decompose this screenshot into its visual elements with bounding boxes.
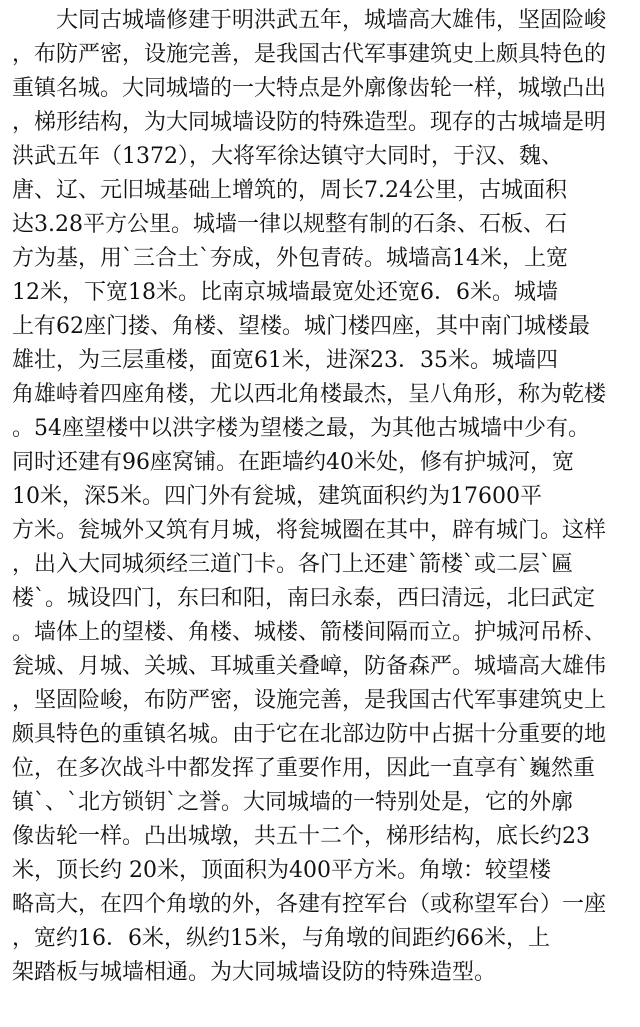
text-line: 雄壮，为三层重楼，面宽61米，进深23．35米。城墙四 — [12, 348, 558, 373]
text-line: 瓮城、月城、关城、耳城重关叠嶂，防备森严。城墙高大雄伟 — [12, 654, 607, 679]
text-line: 达3.28平方公里。城墙一律以规整有制的石条、石板、石 — [12, 212, 567, 237]
text-line: 楼`。城设四门，东曰和阳，南曰永泰，西曰清远，北曰武定 — [12, 586, 596, 611]
text-line: 洪武五年（1372），大将军徐达镇守大同时，于汉、魏、 — [12, 144, 563, 169]
text-line: 重镇名城。大同城墙的一大特点是外廓像齿轮一样，城墩凸出 — [12, 76, 607, 101]
text-line: ，坚固险峻，布防严密，设施完善，是我国古代军事建筑史上 — [12, 688, 607, 713]
text-line: 方为基，用`三合土`夯成，外包青砖。城墙高14米，上宽 — [12, 246, 568, 271]
text-line: ，宽约16．6米，纵约15米，与角墩的间距约66米，上 — [12, 926, 550, 951]
text-line: ，布防严密，设施完善，是我国古代军事建筑史上颇具特色的 — [12, 42, 607, 67]
text-line: 大同古城墙修建于明洪武五年，城墙高大雄伟，坚固险峻 — [56, 8, 607, 33]
text-line: 颇具特色的重镇名城。由于它在北部边防中占据十分重要的地 — [12, 722, 607, 747]
text-line: 上有62座门搂、角楼、望楼。城门楼四座，其中南门城楼最 — [12, 314, 590, 339]
text-line: 方米。瓮城外又筑有月城，将瓮城圈在其中，辟有城门。这样 — [12, 518, 607, 543]
text-line: 略高大，在四个角墩的外，各建有控军台（或称望军台）一座 — [12, 892, 607, 917]
text-line: 。54座望楼中以洪字楼为望楼之最，为其他古城墙中少有。 — [12, 416, 590, 441]
text-line: 10米，深5米。四门外有瓮城，建筑面积约为17600平 — [12, 484, 542, 509]
text-line: 。墙体上的望楼、角楼、城楼、箭楼间隔而立。护城河吊桥、 — [12, 620, 607, 645]
text-line: 角雄峙着四座角楼，尤以西北角楼最杰，呈八角形，称为乾楼 — [12, 382, 607, 407]
text-line: ，梯形结构，为大同城墙设防的特殊造型。现存的古城墙是明 — [12, 110, 607, 135]
text-line: 同时还建有96座窝铺。在距墙约40米处，修有护城河，宽 — [12, 450, 574, 475]
text-line: 12米，下宽18米。比南京城墙最宽处还宽6．6米。城墙 — [12, 280, 558, 305]
text-line: 架踏板与城墙相通。为大同城墙设防的特殊造型。 — [12, 960, 497, 985]
text-line: 像齿轮一样。凸出城墩，共五十二个，梯形结构，底长约23 — [12, 824, 590, 849]
text-line: 米，顶长约 20米，顶面积为400平方米。角墩：较望楼 — [12, 858, 551, 883]
text-line: 镇`、`北方锁钥`之誉。大同城墙的一特别处是，它的外廓 — [12, 790, 574, 815]
text-line: 唐、辽、元旧城基础上增筑的，周长7.24公里，古城面积 — [12, 178, 567, 203]
text-line: ，出入大同城须经三道门卡。各门上还建`箭楼`或二层`匾 — [12, 552, 574, 577]
text-line: 位，在多次战斗中都发挥了重要作用，因此一直享有`巍然重 — [12, 756, 596, 781]
